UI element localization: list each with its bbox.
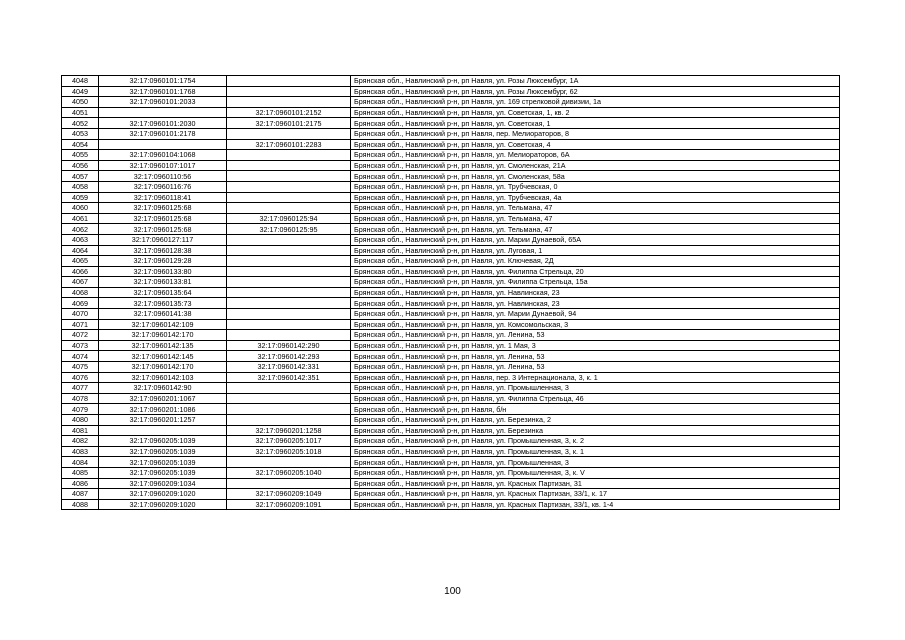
cadastral-number-cell: 32:17:0960209:1034 (99, 478, 227, 489)
address-cell: Брянская обл., Навлинский р-н, рп Навля, ул. Филиппа Стрельца, 46 (351, 393, 840, 404)
row-number-cell: 4085 (62, 467, 99, 478)
address-cell: Брянская обл., Навлинский р-н, рп Навля, ул. 169 стрелковой дивизии, 1а (351, 97, 840, 108)
address-cell: Брянская обл., Навлинский р-н, рп Навля, ул. Луговая, 1 (351, 245, 840, 256)
table-row (62, 128, 840, 139)
cadastral-number-cell: 32:17:0960101:1754 (99, 76, 227, 87)
address-cell: Брянская обл., Навлинский р-н, рп Навля, ул. Комсомольская, 3 (351, 319, 840, 330)
object-cadastral-number-cell (227, 97, 351, 108)
cadastral-number-cell: 32:17:0960127:117 (99, 234, 227, 245)
cadastral-number-cell: 32:17:0960142:90 (99, 383, 227, 394)
row-number-cell: 4059 (62, 192, 99, 203)
row-number-cell: 4063 (62, 234, 99, 245)
address-cell: Брянская обл., Навлинский р-н, рп Навля, ул. Ленина, 53 (351, 330, 840, 341)
row-number-cell: 4062 (62, 224, 99, 235)
object-cadastral-number-cell (227, 298, 351, 309)
cadastral-number-cell: 32:17:0960101:2030 (99, 118, 227, 129)
cadastral-number-cell: 32:17:0960116:76 (99, 181, 227, 192)
row-number-cell: 4071 (62, 319, 99, 330)
row-number-cell: 4080 (62, 415, 99, 426)
address-cell: Брянская обл., Навлинский р-н, рп Навля, ул. Промышленная, 3 (351, 457, 840, 468)
object-cadastral-number-cell: 32:17:0960205:1040 (227, 467, 351, 478)
cadastral-number-cell: 32:17:0960141:38 (99, 309, 227, 320)
object-cadastral-number-cell: 32:17:0960125:95 (227, 224, 351, 235)
object-cadastral-number-cell (227, 76, 351, 87)
row-number-cell: 4049 (62, 86, 99, 97)
object-cadastral-number-cell: 32:17:0960209:1091 (227, 499, 351, 510)
address-cell: Брянская обл., Навлинский р-н, рп Навля, ул. Смоленская, 21А (351, 160, 840, 171)
address-cell: Брянская обл., Навлинский р-н, рп Навля, ул. Смоленская, 58а (351, 171, 840, 182)
object-cadastral-number-cell (227, 393, 351, 404)
property-register-table (61, 75, 840, 510)
cadastral-number-cell: 32:17:0960135:73 (99, 298, 227, 309)
address-cell: Брянская обл., Навлинский р-н, рп Навля, ул. Советская, 4 (351, 139, 840, 150)
table-row (62, 330, 840, 341)
address-cell: Брянская обл., Навлинский р-н, рп Навля, ул. Трубчевская, 4а (351, 192, 840, 203)
row-number-cell: 4056 (62, 160, 99, 171)
object-cadastral-number-cell (227, 383, 351, 394)
address-cell: Брянская обл., Навлинский р-н, рп Навля, ул. Ленина, 53 (351, 351, 840, 362)
object-cadastral-number-cell: 32:17:0960142:293 (227, 351, 351, 362)
address-cell: Брянская обл., Навлинский р-н, рп Навля, ул. Березинка (351, 425, 840, 436)
row-number-cell: 4072 (62, 330, 99, 341)
object-cadastral-number-cell (227, 86, 351, 97)
object-cadastral-number-cell (227, 234, 351, 245)
page-number: 100 (444, 586, 461, 597)
table-row (62, 393, 840, 404)
cadastral-number-cell: 32:17:0960129:28 (99, 256, 227, 267)
table-row (62, 118, 840, 129)
table-row (62, 181, 840, 192)
cadastral-number-cell: 32:17:0960125:68 (99, 213, 227, 224)
table-row (62, 150, 840, 161)
address-cell: Брянская обл., Навлинский р-н, рп Навля, пер. 3 Интернационала, 3, к. 1 (351, 372, 840, 383)
address-cell: Брянская обл., Навлинский р-н, рп Навля, ул. Красных Партизан, 33/1, к. 17 (351, 489, 840, 500)
address-cell: Брянская обл., Навлинский р-н, рп Навля, ул. Тельмана, 47 (351, 213, 840, 224)
cadastral-number-cell: 32:17:0960104:1068 (99, 150, 227, 161)
address-cell: Брянская обл., Навлинский р-н, рп Навля, ул. Навлинская, 23 (351, 298, 840, 309)
table-row (62, 489, 840, 500)
object-cadastral-number-cell: 32:17:0960101:2175 (227, 118, 351, 129)
cadastral-number-cell: 32:17:0960101:1768 (99, 86, 227, 97)
table-row (62, 213, 840, 224)
row-number-cell: 4054 (62, 139, 99, 150)
row-number-cell: 4050 (62, 97, 99, 108)
cadastral-number-cell: 32:17:0960205:1039 (99, 436, 227, 447)
cadastral-number-cell: 32:17:0960142:145 (99, 351, 227, 362)
row-number-cell: 4087 (62, 489, 99, 500)
address-cell: Брянская обл., Навлинский р-н, рп Навля, ул. Промышленная, 3 (351, 383, 840, 394)
address-cell: Брянская обл., Навлинский р-н, рп Навля, ул. Тельмана, 47 (351, 203, 840, 214)
table-row (62, 446, 840, 457)
object-cadastral-number-cell (227, 404, 351, 415)
object-cadastral-number-cell (227, 330, 351, 341)
cadastral-number-cell: 32:17:0960209:1020 (99, 489, 227, 500)
row-number-cell: 4083 (62, 446, 99, 457)
object-cadastral-number-cell (227, 245, 351, 256)
table-body (62, 76, 840, 510)
address-cell: Брянская обл., Навлинский р-н, рп Навля, ул. Промышленная, 3, к. V (351, 467, 840, 478)
table-row (62, 107, 840, 118)
address-cell: Брянская обл., Навлинский р-н, рп Навля, ул. Промышленная, 3, к. 1 (351, 446, 840, 457)
object-cadastral-number-cell: 32:17:0960142:290 (227, 340, 351, 351)
table-row (62, 351, 840, 362)
object-cadastral-number-cell: 32:17:0960142:351 (227, 372, 351, 383)
table-row (62, 309, 840, 320)
cadastral-number-cell: 32:17:0960142:109 (99, 319, 227, 330)
row-number-cell: 4073 (62, 340, 99, 351)
cadastral-number-cell: 32:17:0960110:56 (99, 171, 227, 182)
row-number-cell: 4069 (62, 298, 99, 309)
cadastral-number-cell: 32:17:0960205:1039 (99, 467, 227, 478)
table-row (62, 203, 840, 214)
row-number-cell: 4079 (62, 404, 99, 415)
row-number-cell: 4065 (62, 256, 99, 267)
object-cadastral-number-cell (227, 171, 351, 182)
table-row (62, 467, 840, 478)
table-row (62, 319, 840, 330)
table-row (62, 457, 840, 468)
address-cell: Брянская обл., Навлинский р-н, рп Навля, ул. Советская, 1 (351, 118, 840, 129)
row-number-cell: 4058 (62, 181, 99, 192)
table-row (62, 425, 840, 436)
table-row (62, 383, 840, 394)
row-number-cell: 4064 (62, 245, 99, 256)
table-row (62, 415, 840, 426)
object-cadastral-number-cell (227, 457, 351, 468)
address-cell: Брянская обл., Навлинский р-н, рп Навля, ул. Красных Партизан, 31 (351, 478, 840, 489)
object-cadastral-number-cell: 32:17:0960125:94 (227, 213, 351, 224)
row-number-cell: 4052 (62, 118, 99, 129)
table-row (62, 160, 840, 171)
object-cadastral-number-cell (227, 277, 351, 288)
cadastral-number-cell: 32:17:0960135:64 (99, 287, 227, 298)
table-row (62, 224, 840, 235)
table-row (62, 277, 840, 288)
address-cell: Брянская обл., Навлинский р-н, рп Навля, ул. Промышленная, 3, к. 2 (351, 436, 840, 447)
object-cadastral-number-cell: 32:17:0960101:2283 (227, 139, 351, 150)
cadastral-number-cell: 32:17:0960107:1017 (99, 160, 227, 171)
address-cell: Брянская обл., Навлинский р-н, рп Навля, б/н (351, 404, 840, 415)
table-row (62, 86, 840, 97)
row-number-cell: 4082 (62, 436, 99, 447)
address-cell: Брянская обл., Навлинский р-н, рп Навля, ул. Трубчевская, 0 (351, 181, 840, 192)
object-cadastral-number-cell (227, 128, 351, 139)
cadastral-number-cell: 32:17:0960142:170 (99, 362, 227, 373)
cadastral-number-cell: 32:17:0960133:81 (99, 277, 227, 288)
table-row (62, 245, 840, 256)
row-number-cell: 4053 (62, 128, 99, 139)
object-cadastral-number-cell (227, 181, 351, 192)
cadastral-number-cell: 32:17:0960201:1067 (99, 393, 227, 404)
cadastral-number-cell: 32:17:0960142:170 (99, 330, 227, 341)
object-cadastral-number-cell (227, 150, 351, 161)
cadastral-number-cell: 32:17:0960205:1039 (99, 446, 227, 457)
row-number-cell: 4060 (62, 203, 99, 214)
table-row (62, 499, 840, 510)
address-cell: Брянская обл., Навлинский р-н, рп Навля, ул. Ленина, 53 (351, 362, 840, 373)
row-number-cell: 4057 (62, 171, 99, 182)
object-cadastral-number-cell: 32:17:0960205:1018 (227, 446, 351, 457)
row-number-cell: 4078 (62, 393, 99, 404)
address-cell: Брянская обл., Навлинский р-н, рп Навля, ул. Березинка, 2 (351, 415, 840, 426)
row-number-cell: 4081 (62, 425, 99, 436)
cadastral-number-cell: 32:17:0960205:1039 (99, 457, 227, 468)
table-row (62, 287, 840, 298)
address-cell: Брянская обл., Навлинский р-н, рп Навля, ул. Красных Партизан, 33/1, кв. 1-4 (351, 499, 840, 510)
address-cell: Брянская обл., Навлинский р-н, рп Навля, ул. Розы Люксембург, 62 (351, 86, 840, 97)
address-cell: Брянская обл., Навлинский р-н, рп Навля, ул. Филиппа Стрельца, 20 (351, 266, 840, 277)
row-number-cell: 4055 (62, 150, 99, 161)
cadastral-number-cell: 32:17:0960125:68 (99, 203, 227, 214)
object-cadastral-number-cell (227, 203, 351, 214)
row-number-cell: 4077 (62, 383, 99, 394)
address-cell: Брянская обл., Навлинский р-н, рп Навля, ул. Советская, 1, кв. 2 (351, 107, 840, 118)
object-cadastral-number-cell: 32:17:0960205:1017 (227, 436, 351, 447)
table-row (62, 256, 840, 267)
table-row (62, 266, 840, 277)
table-row (62, 234, 840, 245)
table-row (62, 192, 840, 203)
object-cadastral-number-cell (227, 309, 351, 320)
table-row (62, 478, 840, 489)
object-cadastral-number-cell: 32:17:0960201:1258 (227, 425, 351, 436)
row-number-cell: 4066 (62, 266, 99, 277)
cadastral-number-cell: 32:17:0960142:103 (99, 372, 227, 383)
cadastral-number-cell: 32:17:0960125:68 (99, 224, 227, 235)
cadastral-number-cell (99, 425, 227, 436)
table-row (62, 298, 840, 309)
object-cadastral-number-cell (227, 415, 351, 426)
address-cell: Брянская обл., Навлинский р-н, рп Навля, ул. Розы Люксембург, 1А (351, 76, 840, 87)
row-number-cell: 4088 (62, 499, 99, 510)
cadastral-number-cell: 32:17:0960118:41 (99, 192, 227, 203)
address-cell: Брянская обл., Навлинский р-н, рп Навля, ул. Тельмана, 47 (351, 224, 840, 235)
table-row (62, 139, 840, 150)
row-number-cell: 4068 (62, 287, 99, 298)
object-cadastral-number-cell: 32:17:0960101:2152 (227, 107, 351, 118)
object-cadastral-number-cell: 32:17:0960142:331 (227, 362, 351, 373)
cadastral-number-cell: 32:17:0960201:1257 (99, 415, 227, 426)
row-number-cell: 4074 (62, 351, 99, 362)
table-row (62, 171, 840, 182)
cadastral-number-cell: 32:17:0960209:1020 (99, 499, 227, 510)
table-row (62, 372, 840, 383)
table-row (62, 362, 840, 373)
cadastral-number-cell: 32:17:0960101:2033 (99, 97, 227, 108)
object-cadastral-number-cell (227, 266, 351, 277)
object-cadastral-number-cell: 32:17:0960209:1049 (227, 489, 351, 500)
address-cell: Брянская обл., Навлинский р-н, рп Навля, ул. Филиппа Стрельца, 15а (351, 277, 840, 288)
table-row (62, 340, 840, 351)
address-cell: Брянская обл., Навлинский р-н, рп Навля, ул. 1 Мая, 3 (351, 340, 840, 351)
row-number-cell: 4086 (62, 478, 99, 489)
row-number-cell: 4048 (62, 76, 99, 87)
object-cadastral-number-cell (227, 478, 351, 489)
object-cadastral-number-cell (227, 160, 351, 171)
cadastral-number-cell (99, 107, 227, 118)
object-cadastral-number-cell (227, 287, 351, 298)
table-row (62, 76, 840, 87)
table-row (62, 404, 840, 415)
row-number-cell: 4070 (62, 309, 99, 320)
address-cell: Брянская обл., Навлинский р-н, рп Навля, ул. Марии Дунаевой, 65А (351, 234, 840, 245)
row-number-cell: 4051 (62, 107, 99, 118)
cadastral-number-cell (99, 139, 227, 150)
table-row (62, 436, 840, 447)
row-number-cell: 4067 (62, 277, 99, 288)
object-cadastral-number-cell (227, 256, 351, 267)
object-cadastral-number-cell (227, 319, 351, 330)
address-cell: Брянская обл., Навлинский р-н, рп Навля, ул. Марии Дунаевой, 94 (351, 309, 840, 320)
object-cadastral-number-cell (227, 192, 351, 203)
row-number-cell: 4061 (62, 213, 99, 224)
row-number-cell: 4076 (62, 372, 99, 383)
table-row (62, 97, 840, 108)
cadastral-number-cell: 32:17:0960201:1086 (99, 404, 227, 415)
row-number-cell: 4075 (62, 362, 99, 373)
address-cell: Брянская обл., Навлинский р-н, рп Навля, пер. Мелиораторов, 8 (351, 128, 840, 139)
address-cell: Брянская обл., Навлинский р-н, рп Навля, ул. Ключевая, 2Д (351, 256, 840, 267)
cadastral-number-cell: 32:17:0960128:38 (99, 245, 227, 256)
cadastral-number-cell: 32:17:0960142:135 (99, 340, 227, 351)
cadastral-number-cell: 32:17:0960133:80 (99, 266, 227, 277)
cadastral-number-cell: 32:17:0960101:2178 (99, 128, 227, 139)
address-cell: Брянская обл., Навлинский р-н, рп Навля, ул. Навлинская, 23 (351, 287, 840, 298)
row-number-cell: 4084 (62, 457, 99, 468)
address-cell: Брянская обл., Навлинский р-н, рп Навля, ул. Мелиораторов, 6А (351, 150, 840, 161)
